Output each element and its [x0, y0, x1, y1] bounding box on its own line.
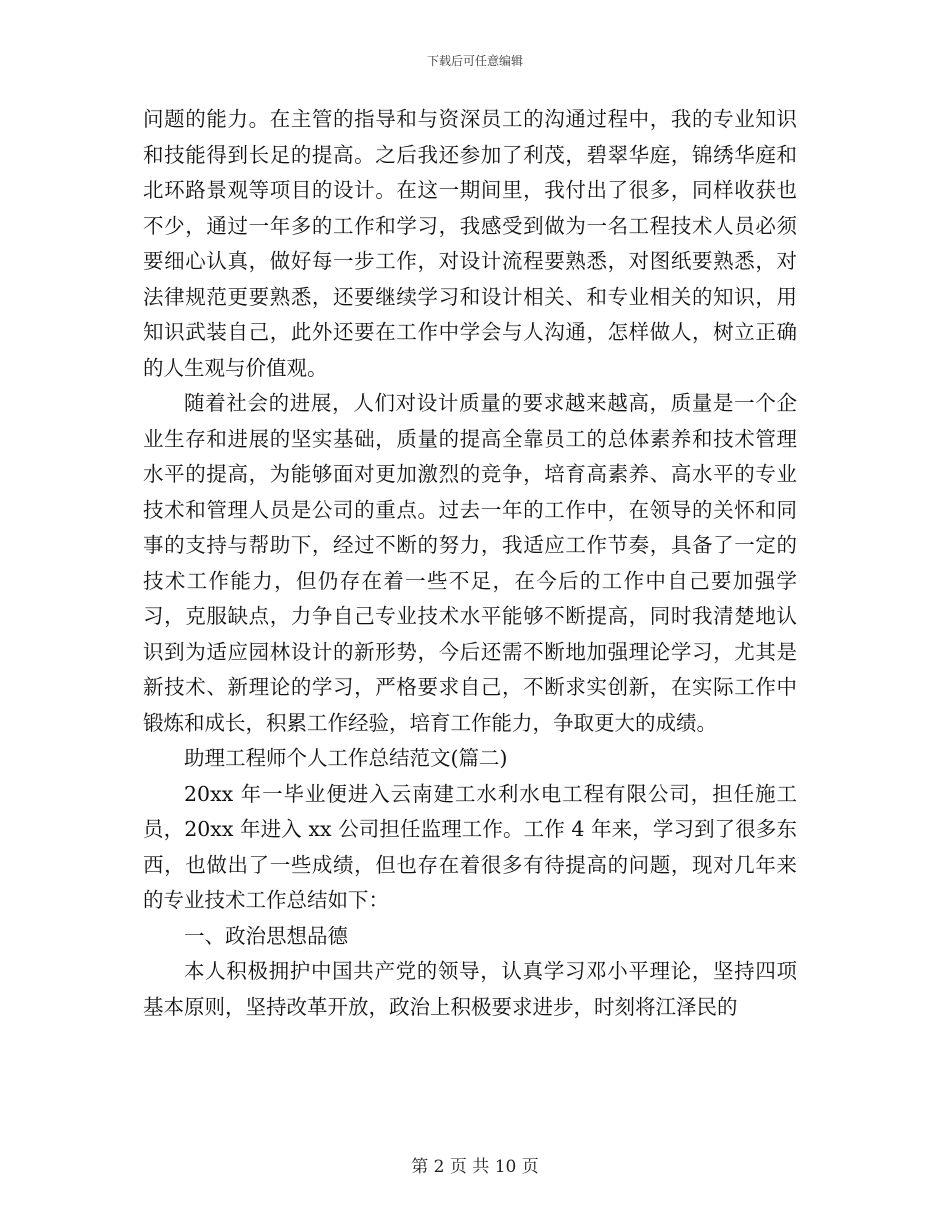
- body-text: [143, 102, 797, 1025]
- paragraph-3: 20xx 年一毕业便进入云南建工水利水电工程有限公司，担任施工员，20xx 年进入 xx 公司担任监理工作。工作 4 年来，学习到了很多东西，也做出了一些成绩，但也存在着很多有待提高的问题，现对几年来的专业技术工作总结如下：: [143, 781, 797, 912]
- page-footer: 第 2 页 共 10 页: [411, 1157, 539, 1177]
- subsection-heading: 一、政治思想品德: [184, 923, 348, 948]
- paragraph-2: 随着社会的进展，人们对设计质量的要求越来越高，质量是一个企业生存和进展的坚实基础，质量的提高全靠员工的总体素养和技术管理水平的提高，为能够面对更加激烈的竞争，培育高素养、高水平的专业技术和管理人员是公司的重点。过去一年的工作中，在领导的关怀和同事的支持与帮助下，经过不断的努力，我适应工作节奏，具备了一定的技术工作能力，但仍存在着一些不足，在今后的工作中自己要加强学习，克服缺点，力争自己专业技术水平能够不断提高，同时我清楚地认识到为适应园林设计的新形势，今后还需不断地加强理论学习，尤其是新技术、新理论的学习，严格要求自己，不断求实创新，在实际工作中锻炼和成长，积累工作经验，培育工作能力，争取更大的成绩。: [143, 391, 797, 735]
- paragraph-1: 问题的能力。在主管的指导和与资深员工的沟通过程中，我的专业知识和技能得到长足的提高。之后我还参加了利茂，碧翠华庭，锦绣华庭和北环路景观等项目的设计。在这一期间里，我付出了很多，同样收获也不少，通过一年多的工作和学习，我感受到做为一名工程技术人员必须要细心认真，做好每一步工作，对设计流程要熟悉，对图纸要熟悉，对法律规范更要熟悉，还要继续学习和设计相关、和专业相关的知识，用知识武装自己，此外还要在工作中学会与人沟通，怎样做人，树立正确的人生观与价值观。: [143, 107, 797, 380]
- paragraph-4: 本人积极拥护中国共产党的领导，认真学习邓小平理论，坚持四项基本原则，坚持改革开放，政治上积极要求进步，时刻将江泽民的: [143, 959, 797, 1019]
- section-title: 助理工程师个人工作总结范文(篇二): [184, 746, 508, 770]
- page-header: 下载后可任意编辑: [426, 54, 523, 68]
